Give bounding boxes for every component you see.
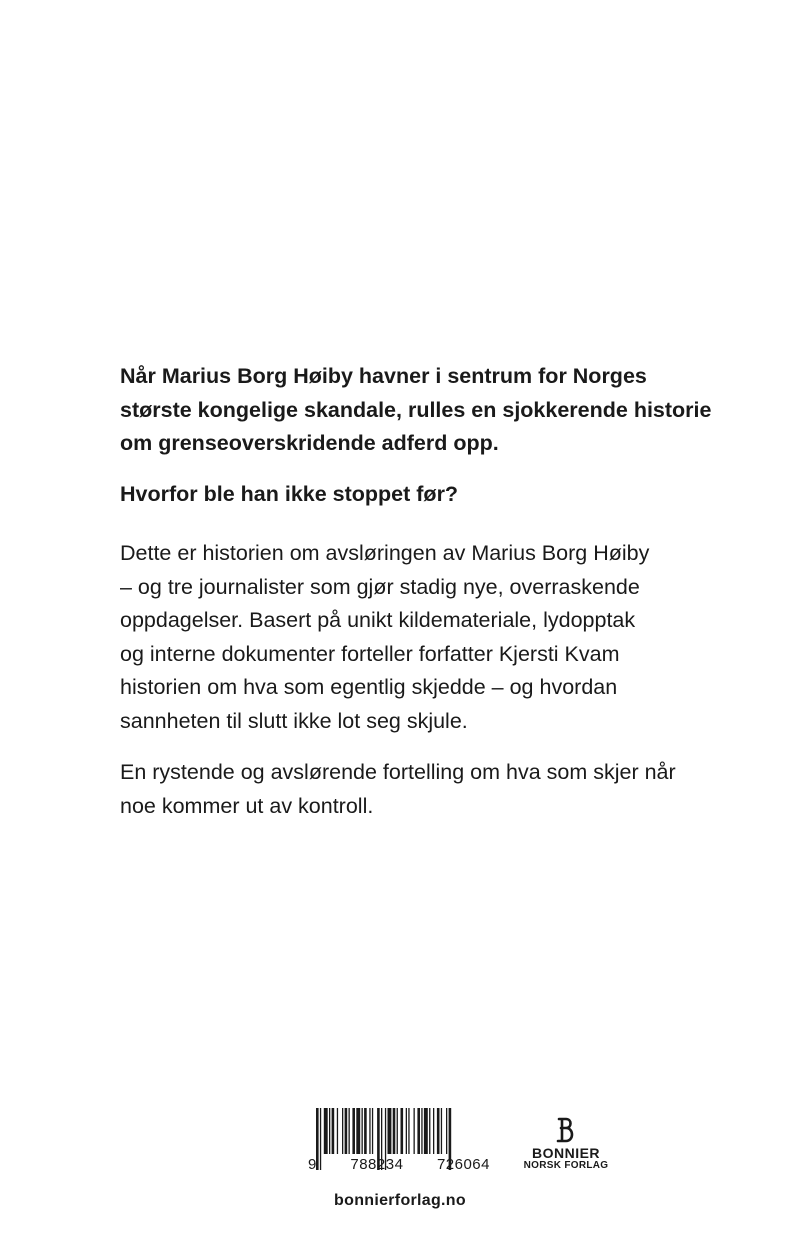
barcode-bar — [345, 1108, 348, 1154]
barcode-bar — [408, 1108, 409, 1154]
barcode-bar — [446, 1108, 447, 1154]
barcode-bar — [362, 1108, 363, 1154]
lead-line: største kongelige skandale, rulles en sjokkerende historie — [120, 397, 712, 422]
lead-line: om grenseoverskridende adferd opp. — [120, 431, 499, 455]
publisher-name: BONNIER — [531, 1145, 601, 1161]
body-line: – og tre journalister som gjør stadig nye, overraskende — [120, 574, 640, 599]
body-line: oppdagelser. Basert på unikt kildemateriale, lydopptak — [120, 608, 636, 632]
barcode-bar — [401, 1108, 404, 1154]
barcode-bar — [406, 1108, 407, 1154]
barcode-bar — [356, 1108, 360, 1154]
barcode-bar — [417, 1108, 420, 1154]
barcode-bar — [349, 1108, 350, 1154]
lead-paragraph — [120, 360, 720, 461]
barcode-bar — [393, 1108, 396, 1154]
closing-line: En rystende og avslørende fortelling om hva som skjer når — [120, 760, 676, 784]
barcode-bar — [372, 1108, 373, 1154]
body-line: historien om hva som egentlig skjedde – og hvordan — [120, 675, 618, 699]
question-heading — [120, 478, 720, 512]
barcode-bar — [364, 1108, 367, 1154]
barcode-digit-group: 788234 — [350, 1156, 404, 1173]
publisher-logo — [520, 1116, 612, 1172]
barcode-bar — [342, 1108, 343, 1154]
closing-line: noe kommer ut av kontroll. — [120, 793, 374, 818]
barcode-bar — [437, 1108, 440, 1154]
barcode-digit-group: 726064 — [436, 1156, 490, 1173]
body-paragraph — [120, 537, 720, 738]
barcode-bar — [332, 1108, 335, 1154]
barcode-bar — [414, 1108, 415, 1154]
barcode-bar — [441, 1108, 442, 1154]
barcode-bar — [397, 1108, 398, 1154]
barcode-digit-group: 9 — [308, 1156, 317, 1173]
barcode-bar — [429, 1108, 430, 1154]
barcode-bar — [433, 1108, 434, 1154]
body-line: Dette er historien om avsløringen av Marius Borg Høiby — [120, 541, 650, 565]
body-line: sannheten til slutt ikke lot seg skjule. — [120, 708, 468, 733]
barcode-bar — [369, 1108, 370, 1154]
website-link[interactable]: bonnierforlag.no — [334, 1192, 466, 1209]
question-line: Hvorfor ble han ikke stoppet før? — [120, 482, 459, 506]
barcode-bar — [352, 1108, 355, 1154]
publisher-mark-icon — [553, 1116, 579, 1144]
barcode-bar — [388, 1108, 392, 1154]
body-line: og interne dokumenter forteller forfatter Kjersti Kvam — [120, 641, 620, 666]
closing-paragraph — [120, 756, 720, 823]
barcode-bar — [337, 1108, 338, 1154]
publisher-subtitle: NORSK FORLAG — [523, 1160, 609, 1171]
lead-line: Når Marius Borg Høiby havner i sentrum for Norges — [120, 364, 647, 388]
barcode-digits — [308, 1156, 490, 1173]
barcode-bar — [329, 1108, 330, 1154]
barcode-bar — [424, 1108, 428, 1154]
barcode-bar — [324, 1108, 328, 1154]
barcode-bar — [421, 1108, 422, 1154]
